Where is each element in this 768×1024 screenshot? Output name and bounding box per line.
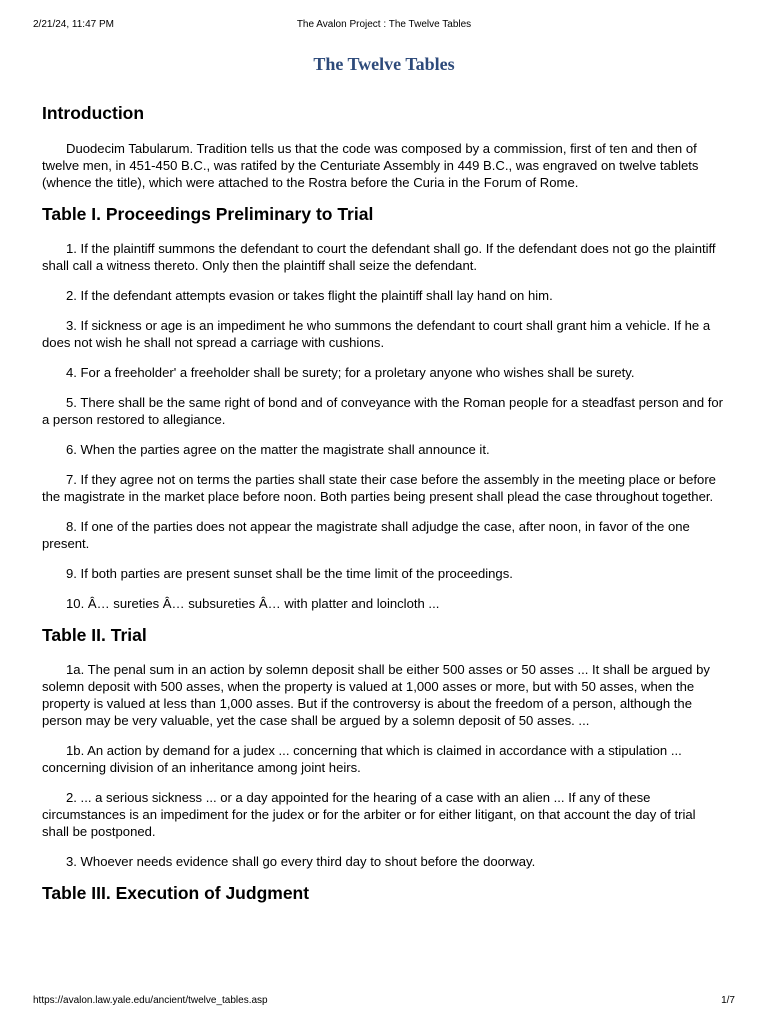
print-footer bbox=[33, 995, 735, 1009]
section-heading: Table I. Proceedings Preliminary to Trial bbox=[42, 204, 374, 224]
section-table-2 bbox=[42, 625, 726, 870]
document-body bbox=[42, 103, 726, 919]
paragraph: Duodecim Tabularum. Tradition tells us that the code was composed by a commission, first of ten and then of twelve men, in 451-450 B.C., was ratifed by the Centuriate Assembly in 449 B.C., was engraved on twelve tablets (whence the title), which were attached to the Rostra before the Curia in the Forum of Rome. bbox=[42, 141, 699, 190]
print-url: https://avalon.law.yale.edu/ancient/twelve_tables.asp bbox=[33, 995, 268, 1006]
paragraph: 7. If they agree not on terms the parties shall state their case before the assembly in the meeting place or before the magistrate in the market place before noon. Both parties being present shall plead the case throughout together. bbox=[42, 472, 716, 504]
section-heading: Table II. Trial bbox=[42, 625, 147, 645]
section-heading: Table III. Execution of Judgment bbox=[42, 883, 310, 903]
paragraph: 4. For a freeholder' a freeholder shall be surety; for a proletary anyone who wishes shall be surety. bbox=[66, 365, 635, 380]
paragraph: 8. If one of the parties does not appear the magistrate shall adjudge the case, after noon, in favor of the one present. bbox=[42, 519, 690, 551]
paragraph: 3. If sickness or age is an impediment he who summons the defendant to court shall grant him a vehicle. If he a does not wish he shall not spread a carriage with cushions. bbox=[42, 318, 711, 350]
paragraph: 2. If the defendant attempts evasion or takes flight the plaintiff shall lay hand on him. bbox=[66, 288, 553, 303]
paragraph: 9. If both parties are present sunset shall be the time limit of the proceedings. bbox=[66, 566, 513, 581]
paragraph: 5. There shall be the same right of bond and of conveyance with the Roman people for a steadfast person and for a person restored to allegiance. bbox=[42, 395, 724, 427]
print-timestamp: 2/21/24, 11:47 PM bbox=[33, 19, 114, 30]
paragraph: 1. If the plaintiff summons the defendant to court the defendant shall go. If the defendant does not go the plaintiff shall call a witness thereto. Only then the plaintiff shall seize the defendant. bbox=[42, 241, 716, 273]
print-page-title: The Avalon Project : The Twelve Tables bbox=[296, 19, 472, 30]
paragraph: 6. When the parties agree on the matter the magistrate shall announce it. bbox=[66, 442, 490, 457]
print-page-number: 1/7 bbox=[721, 995, 735, 1006]
section-table-3 bbox=[42, 883, 726, 903]
paragraph: 1a. The penal sum in an action by solemn deposit shall be either 500 asses or 50 asses ... It shall be argued by solemn deposit with 500 asses, when the property is valued at 1,000 asses or more, but with 50 asses, when the property is valued at less than 1,000 asses. But if the controversy is about the freedom of a person, although the person may be very valuable, yet the case shall be argued by a solemn deposit of 50 asses. ... bbox=[42, 662, 710, 728]
paragraph: 10. Â… sureties Â… subsureties Â… with platter and loincloth ... bbox=[66, 596, 440, 611]
paragraph: 2. ... a serious sickness ... or a day appointed for the hearing of a case with an alien ... If any of these circumstances is an impediment for the judex or for the arbiter or for either litigant, on that account the day of trial shall be postponed. bbox=[42, 790, 696, 839]
document-title: The Twelve Tables bbox=[313, 54, 455, 74]
section-introduction bbox=[42, 103, 726, 191]
section-table-1 bbox=[42, 204, 726, 612]
section-heading: Introduction bbox=[42, 103, 145, 123]
print-header bbox=[33, 19, 735, 33]
paragraph: 1b. An action by demand for a judex ... concerning that which is claimed in accordance with a stipulation ... concerning division of an inheritance among joint heirs. bbox=[42, 743, 682, 775]
paragraph: 3. Whoever needs evidence shall go every third day to shout before the doorway. bbox=[66, 854, 536, 869]
